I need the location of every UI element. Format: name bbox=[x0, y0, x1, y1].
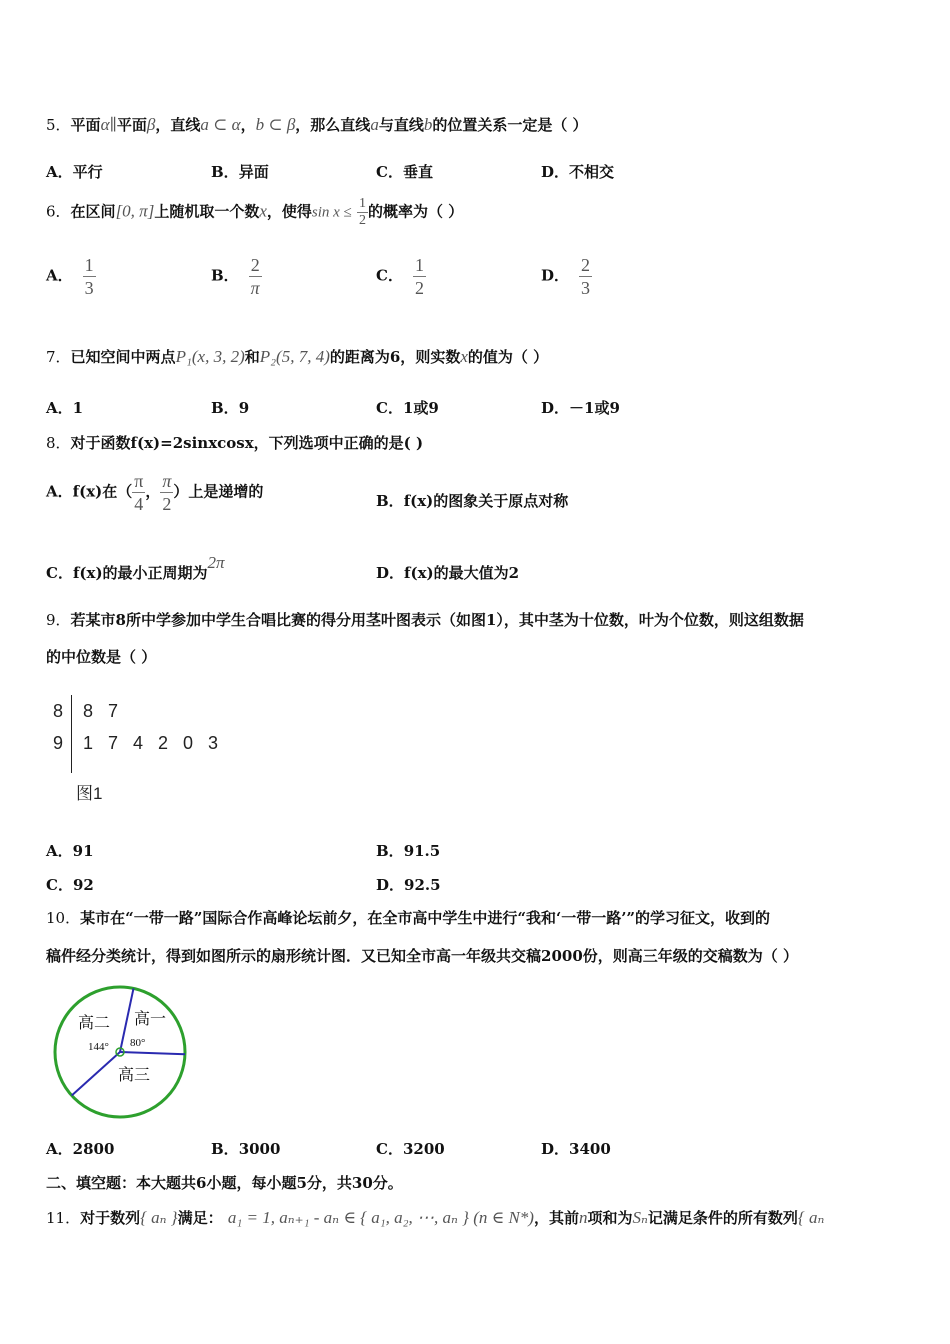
question-11-stem: 11．对于数列{ aₙ }满足： a₁ = 1, aₙ₊₁ - aₙ ∈ { a₁, a₂, ⋯, aₙ } (n ∈ N*)，其前n项和为Sₙ记满足条件的所有数列{ aₙ bbox=[46, 1208, 825, 1227]
q9-option-c[interactable]: C．92 bbox=[46, 876, 94, 894]
question-10-line2: 稿件经分类统计，得到如图所示的扇形统计图．又已知全市高一年级共交稿2000份，则高三年级的交稿数为（ ） bbox=[46, 947, 798, 965]
question-number: 5． bbox=[46, 116, 71, 134]
leaf-value: 3 bbox=[208, 733, 219, 753]
question-8-stem: 8．对于函数f(x)=2sinxcosx，下列选项中正确的是( ) bbox=[46, 434, 424, 452]
question-number: 9． bbox=[46, 611, 71, 629]
angle-label-144: 144° bbox=[88, 1041, 109, 1053]
angle-label-80: 80° bbox=[130, 1037, 146, 1049]
question-5-stem: 5．平面α∥平面β，直线a ⊂ α，b ⊂ β，那么直线a与直线b的位置关系一定是（ ） bbox=[46, 115, 588, 134]
question-10-line1: 10．某市在“一带一路”国际合作高峰论坛前夕，在全市高中学生中进行“我和‘一带一路’”的学习征文，收到的 bbox=[46, 909, 771, 927]
stem-leaf-plot bbox=[46, 693, 246, 805]
q10-option-a[interactable]: A．2800 bbox=[46, 1140, 115, 1158]
pie-label-gao1: 高一 bbox=[134, 1011, 167, 1028]
pie-boundary-line bbox=[120, 1052, 185, 1054]
question-number: 8． bbox=[46, 434, 71, 452]
pie-chart bbox=[50, 980, 200, 1130]
q8-option-d[interactable]: D．f(x)的最大值为2 bbox=[376, 564, 520, 582]
q6-option-b[interactable]: B． $\frac{2}{\pi}$ bbox=[211, 255, 260, 298]
leaf-value: 7 bbox=[108, 701, 119, 721]
q7-option-a[interactable]: A．1 bbox=[46, 399, 84, 417]
q8-option-c[interactable]: C．f(x)的最小正周期为2π bbox=[46, 553, 225, 582]
q9-option-d[interactable]: D．92.5 bbox=[376, 876, 441, 894]
question-number: 11． bbox=[46, 1209, 81, 1227]
leaf-value: 4 bbox=[133, 733, 144, 753]
q10-option-c[interactable]: C．3200 bbox=[376, 1140, 445, 1158]
q9-option-b[interactable]: B．91.5 bbox=[376, 842, 441, 860]
q6-option-c[interactable]: C． $\frac{1}{2}$ bbox=[376, 255, 424, 298]
q9-option-a[interactable]: A．91 bbox=[46, 842, 94, 860]
q5-option-d[interactable]: D．不相交 bbox=[541, 163, 615, 181]
q6-option-d[interactable]: D． $\frac{2}{3}$ bbox=[541, 255, 591, 298]
section-2-title: 二、填空题：本大题共6小题，每小题5分，共30分。 bbox=[46, 1174, 403, 1192]
leaf-value: 8 bbox=[83, 701, 94, 721]
figure-caption: 图1 bbox=[76, 784, 103, 803]
pie-label-gao3: 高三 bbox=[118, 1067, 151, 1084]
question-6-stem: 6．在区间[0, π]上随机取一个数x，使得sin x ≤ $\frac{1}{2}$ 的概率为（ ） bbox=[46, 196, 464, 228]
stem-value: 8 bbox=[53, 701, 64, 721]
leaf-value: 0 bbox=[183, 733, 194, 753]
stem-value: 9 bbox=[53, 733, 64, 753]
q10-option-d[interactable]: D．3400 bbox=[541, 1140, 611, 1158]
q5-option-b[interactable]: B．异面 bbox=[211, 163, 269, 181]
stem-divider bbox=[71, 695, 72, 773]
q7-option-d[interactable]: D．－1或9 bbox=[541, 399, 620, 417]
pie-boundary-line bbox=[72, 1052, 120, 1096]
question-9-line1: 9．若某市8所中学参加中学生合唱比赛的得分用茎叶图表示（如图1），其中茎为十位数，叶为个位数，则这组数据 bbox=[46, 611, 804, 629]
question-number: 6． bbox=[46, 202, 71, 221]
q8-option-a[interactable]: A．f(x)在（ $\frac{\pi}{4}$ ， $\frac{\pi}{2}$ ）上是递增的 bbox=[46, 471, 264, 514]
question-number: 10． bbox=[46, 909, 81, 927]
q10-option-b[interactable]: B．3000 bbox=[211, 1140, 281, 1158]
fraction-one-half: $\frac{1}{2}$ bbox=[359, 196, 367, 228]
q5-option-a[interactable]: A．平行 bbox=[46, 163, 103, 181]
question-7-stem: 7．已知空间中两点P₁(x, 3, 2)和P₂(5, 7, 4)的距离为6，则实数x的值为（ ） bbox=[46, 347, 549, 366]
question-9-line2: 的中位数是（ ） bbox=[46, 648, 157, 666]
q6-option-a[interactable]: A． $\frac{1}{3}$ bbox=[46, 255, 94, 298]
pie-label-gao2: 高二 bbox=[78, 1015, 111, 1032]
q7-option-c[interactable]: C．1或9 bbox=[376, 399, 439, 417]
q8-option-b[interactable]: B．f(x)的图象关于原点对称 bbox=[376, 492, 569, 510]
leaf-value: 1 bbox=[83, 733, 94, 753]
q7-option-b[interactable]: B．9 bbox=[211, 399, 250, 417]
question-number: 7． bbox=[46, 348, 71, 366]
leaf-value: 7 bbox=[108, 733, 119, 753]
q5-option-c[interactable]: C．垂直 bbox=[376, 163, 433, 181]
leaf-value: 2 bbox=[158, 733, 169, 753]
